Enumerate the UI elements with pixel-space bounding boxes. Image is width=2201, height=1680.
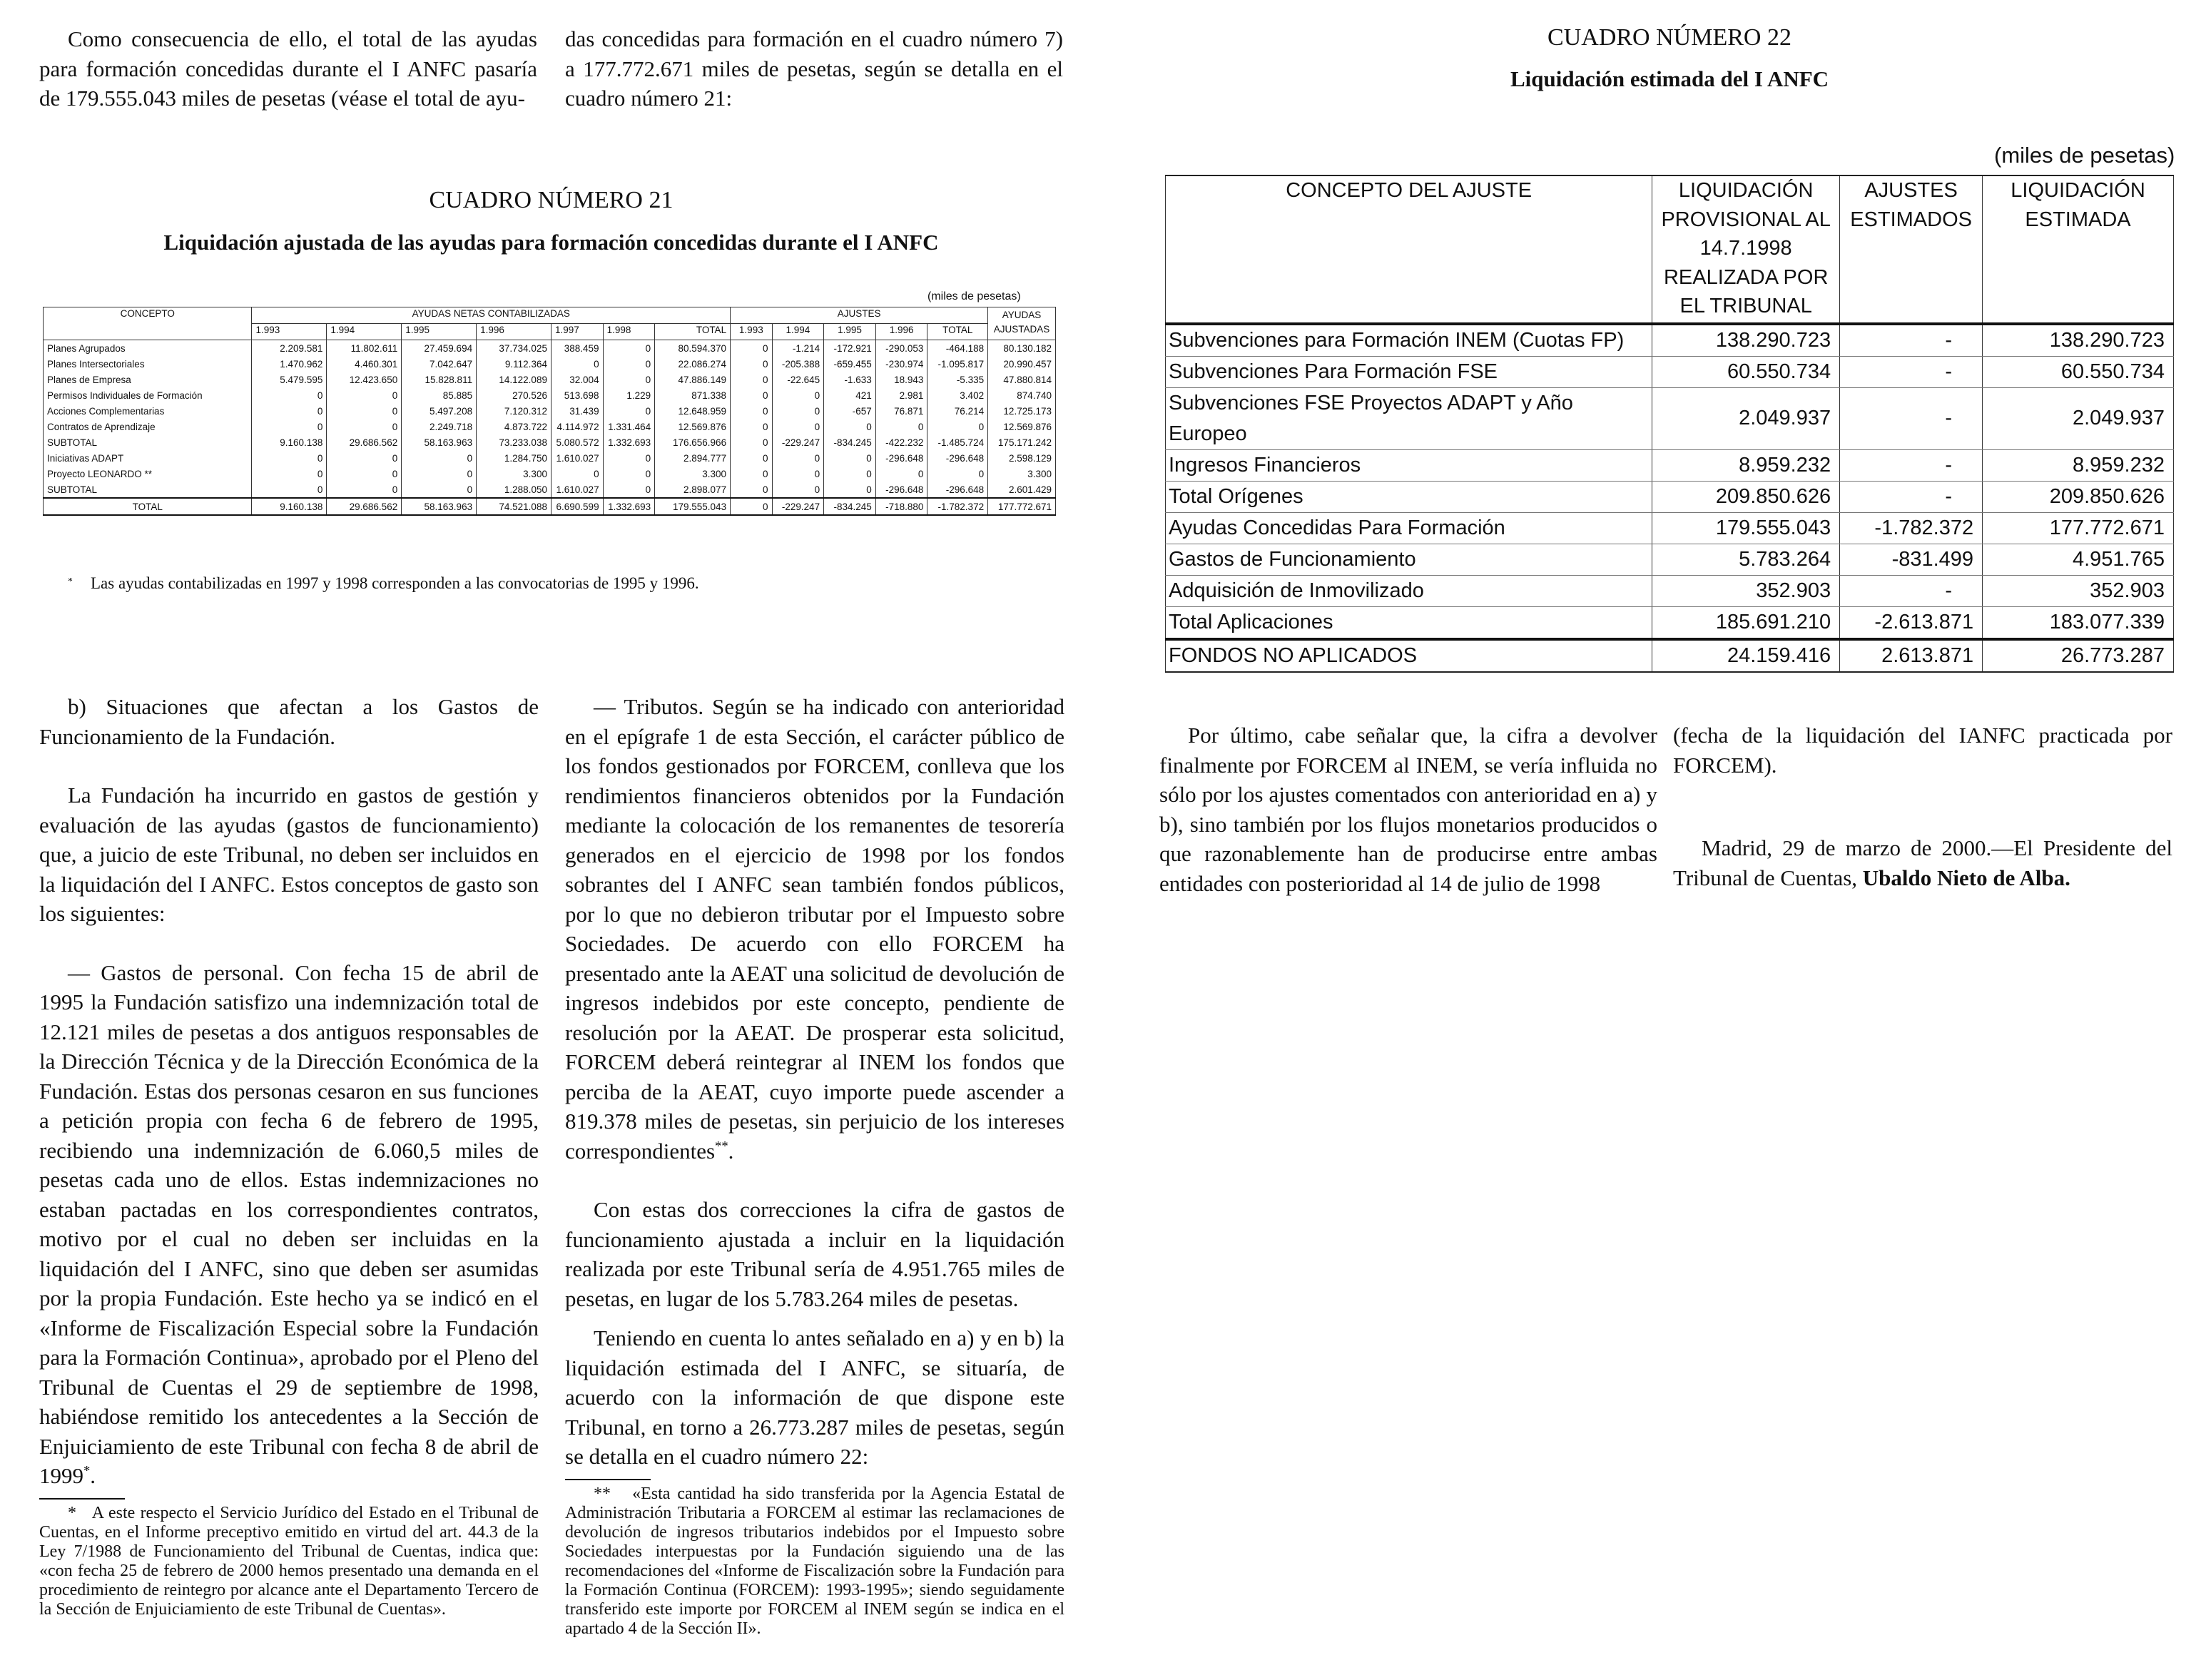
table21-row-label: Permisos Individuales de Formación — [44, 387, 252, 403]
table22-value: 2.049.937 — [1983, 387, 2174, 449]
table21-cell: -229.247 — [772, 434, 824, 450]
table21-cell: 3.300 — [655, 466, 731, 482]
col2-paragraph-3: Teniendo en cuenta lo antes señalado en a) y en b) la liquidación estimada del I ANFC, se situaría, de acuerdo con la información de que dispone este Tribunal, en torno a 26.773.287 miles de pesetas, según se detalla en el cuadro número 22: — [565, 1325, 1064, 1469]
table21-cell: -296.648 — [875, 450, 927, 466]
table21-cell: 12.569.876 — [655, 419, 731, 434]
col1-footnote-rule — [39, 1498, 125, 1500]
table21-cell: -296.648 — [927, 482, 988, 498]
table21-cell: 0 — [731, 372, 772, 387]
table21-cell: 0 — [402, 482, 477, 498]
table22-value: 5.783.264 — [1652, 544, 1840, 575]
table21-cell: 31.439 — [551, 403, 603, 419]
table22-header-concepto: CONCEPTO DEL AJUSTE — [1166, 175, 1652, 324]
table21-cell: 0 — [252, 403, 327, 419]
table21-cell: 0 — [731, 419, 772, 434]
table21-cell: 0 — [252, 466, 327, 482]
table21-cell: 7.120.312 — [477, 403, 551, 419]
col1-footnote — [39, 1504, 539, 1619]
table21-cell: -464.188 — [927, 340, 988, 357]
table21-cell: 0 — [731, 356, 772, 372]
table21-unit: (miles de pesetas) — [927, 290, 1021, 302]
table21-row-label: SUBTOTAL — [44, 482, 252, 498]
col1-paragraph-b: b) Situaciones que afectan a los Gastos de Funcionamiento de la Fundación. — [39, 694, 539, 749]
table21-cell: 0 — [824, 450, 876, 466]
table21-cell: 0 — [824, 419, 876, 434]
table21-row-label: Planes Agrupados — [44, 340, 252, 357]
table22-title: CUADRO NÚMERO 22 — [1547, 24, 1791, 51]
signature-text: Madrid, 29 de marzo de 2000.—El Presidente del Tribunal de Cuentas, — [1673, 835, 2172, 890]
table22-row — [1166, 639, 2174, 672]
table21-cell: -657 — [824, 403, 876, 419]
table21-cell: 1.332.693 — [603, 434, 655, 450]
table21-cell: 1.610.027 — [551, 482, 603, 498]
col2-paragraph-1-text: — Tributos. Según se ha indicado con anterioridad en el epígrafe 1 de esta Sección, el carácter público de los fondos gestionados por FORCEM, conlleva que los rendimientos financieros obtenidos por la Fundación mediante la colocación de los remanentes de tesorería generados en el ejercicio de 1998 por los fondos sobrantes del I ANFC sean también fondos públicos, por lo que no debieron tributar por el Impuesto sobre Sociedades. De acuerdo con ello FORCEM ha presentado ante la AEAT una solicitud de devolución de ingresos indebidos por este concepto, pendiente de resolución por la AEAT. De prosperar esta solicitud, FORCEM deberá reintegrar al INEM los fondos que perciba de la AEAT, cuyo importe puede ascender a 819.378 miles de pesetas, sin perjuicio de los intereses correspondientes — [565, 694, 1064, 1164]
table22-row — [1166, 356, 2174, 387]
table21-cell: 5.479.595 — [252, 372, 327, 387]
table22-value: - — [1840, 449, 1983, 481]
table21-cell: 0 — [731, 387, 772, 403]
table21-cell: 0 — [327, 419, 402, 434]
table21-cell: 0 — [327, 482, 402, 498]
table21-subtitle: Liquidación ajustada de las ayudas para formación concedidas durante el I ANFC — [163, 230, 939, 255]
table22-value: 8.959.232 — [1652, 449, 1840, 481]
table21-cell: 37.734.025 — [477, 340, 551, 357]
table21-cell: 421 — [824, 387, 876, 403]
table21-adjust-year-header: 1.993 — [731, 324, 772, 340]
table21-cell: 0 — [824, 466, 876, 482]
col1-paragraph-2: La Fundación ha incurrido en gastos de gestión y evaluación de las ayudas (gastos de funcionamiento) que, a juicio de este Tribunal, no deben ser incluidos en la liquidación del I ANFC. Estos conceptos de gasto son los siguientes: — [39, 783, 539, 926]
table21-row-label: Acciones Complementarias — [44, 403, 252, 419]
table21-row — [44, 434, 1056, 450]
table21-cell: -296.648 — [927, 450, 988, 466]
table21-cell: 175.171.242 — [988, 434, 1056, 450]
table21-cell: 0 — [927, 419, 988, 434]
table22-value: 2.613.871 — [1840, 639, 1983, 672]
table21-cell: 0 — [731, 498, 772, 515]
table21-cell: 0 — [603, 403, 655, 419]
table22-row — [1166, 481, 2174, 512]
table22-value: 8.959.232 — [1983, 449, 2174, 481]
table22-row — [1166, 449, 2174, 481]
table22-value: 60.550.734 — [1652, 356, 1840, 387]
table21-footnote-text: Las ayudas contabilizadas en 1997 y 1998 corresponden a las convocatorias de 1995 y 1996. — [91, 574, 699, 592]
col2-footnote — [565, 1485, 1064, 1639]
table21-cell: 0 — [252, 450, 327, 466]
col2-footnote-text: «Esta cantidad ha sido transferida por la Agencia Estatal de Administración Tributaria a FORCEM al estimar las reclamaciones de devolución de ingresos tributarios indebidos por el Impuesto sobre Sociedades interpuestas por la Fundación siguiendo una de las recomendaciones del «Informe de Fiscalización sobre la Fundación para la Formación Continua (FORCEM): 1993-1995»; siendo seguidamente transferido este importe por FORCEM al INEM según se indica en el apartado 4 de la Sección II». — [565, 1484, 1065, 1638]
table22-value: - — [1840, 481, 1983, 512]
table21-cell: -659.455 — [824, 356, 876, 372]
table21-cell: 0 — [731, 450, 772, 466]
table21-cell: 2.898.077 — [655, 482, 731, 498]
table21-cell: 80.594.370 — [655, 340, 731, 357]
table21-row — [44, 498, 1056, 515]
table21-header-ajustes: AJUSTES — [731, 307, 988, 324]
table21-year-header: 1.998 — [603, 324, 655, 340]
table21-cell: 1.332.693 — [603, 498, 655, 515]
table21-adjust-year-header: 1.995 — [824, 324, 876, 340]
table22-row — [1166, 575, 2174, 606]
table21-cell: 12.569.876 — [988, 419, 1056, 434]
table22-concept: Subvenciones FSE Proyectos ADAPT y Año Europeo — [1166, 387, 1652, 449]
table22-value: 179.555.043 — [1652, 512, 1840, 544]
table22-value: 209.850.626 — [1652, 481, 1840, 512]
table21-cell: -718.880 — [875, 498, 927, 515]
intro-paragraph-2: das concedidas para formación en el cuadro número 7) a 177.772.671 miles de pesetas, según se detalla en el cuadro número 21: — [565, 26, 1063, 111]
table21-title: CUADRO NÚMERO 21 — [429, 187, 673, 213]
closing-column-1 — [1159, 721, 1657, 898]
table21-cell: 20.990.457 — [988, 356, 1056, 372]
table21-cell: 9.160.138 — [252, 434, 327, 450]
table21 — [43, 307, 1056, 516]
table21-cell: -296.648 — [875, 482, 927, 498]
table21-cell: 0 — [402, 466, 477, 482]
body-column-2 — [565, 692, 1064, 1639]
table21-cell: 0 — [603, 356, 655, 372]
table22-subtitle: Liquidación estimada del I ANFC — [1510, 66, 1829, 91]
table22-value: 177.772.671 — [1983, 512, 2174, 544]
table21-cell: 177.772.671 — [988, 498, 1056, 515]
table21-cell: 0 — [327, 403, 402, 419]
table21-row — [44, 403, 1056, 419]
table21-cell: 0 — [731, 340, 772, 357]
table21-cell: 0 — [327, 450, 402, 466]
table21-cell: -5.335 — [927, 372, 988, 387]
table22-row — [1166, 606, 2174, 639]
table21-year-header: 1.993 — [252, 324, 327, 340]
table21-cell: 76.871 — [875, 403, 927, 419]
table21-cell: -1.214 — [772, 340, 824, 357]
table21-row — [44, 340, 1056, 357]
table22-value: -831.499 — [1840, 544, 1983, 575]
table22-row — [1166, 324, 2174, 357]
intro-paragraph-1: Como consecuencia de ello, el total de las ayudas para formación concedidas durante el I ANFC pasaría de 179.555.043 miles de pesetas (véase el total de ayu- — [39, 26, 537, 111]
table21-cell: 12.648.959 — [655, 403, 731, 419]
table21-cell: 0 — [772, 403, 824, 419]
closing-column-2 — [1673, 721, 2172, 892]
table21-cell: 0 — [772, 466, 824, 482]
table21-cell: 29.686.562 — [327, 434, 402, 450]
table22-value: 183.077.339 — [1983, 606, 2174, 639]
table21-cell: 47.880.814 — [988, 372, 1056, 387]
table22-value: 4.951.765 — [1983, 544, 2174, 575]
table21-cell: 76.214 — [927, 403, 988, 419]
table22-value: -2.613.871 — [1840, 606, 1983, 639]
table21-adjust-year-header: 1.996 — [875, 324, 927, 340]
table22-concept: Adquisición de Inmovilizado — [1166, 575, 1652, 606]
table21-cell: 1.284.750 — [477, 450, 551, 466]
table22-row — [1166, 387, 2174, 449]
table22-row — [1166, 512, 2174, 544]
table21-cell: -290.053 — [875, 340, 927, 357]
table22-value: - — [1840, 387, 1983, 449]
table21-cell: 14.122.089 — [477, 372, 551, 387]
table21-row — [44, 372, 1056, 387]
table22-header-estimada: LIQUIDACIÓN ESTIMADA — [1983, 175, 2174, 324]
table21-adjust-year-header: 1.994 — [772, 324, 824, 340]
table21-year-header: 1.995 — [402, 324, 477, 340]
table21-row — [44, 482, 1056, 498]
table21-cell: 58.163.963 — [402, 434, 477, 450]
table22-value: 352.903 — [1983, 575, 2174, 606]
closing-paragraph: Por último, cabe señalar que, la cifra a devolver finalmente por FORCEM al INEM, se vería influida no sólo por los ajustes comentados con anterioridad en a) y b), sino también por los flujos monetarios producidos o que razonablemente han de producirse entre ambas entidades con posterioridad al 14 de julio de 1998 — [1159, 723, 1657, 896]
table21-cell: 0 — [402, 450, 477, 466]
intro-column-2 — [565, 24, 1063, 113]
table22-header-ajustes: AJUSTES ESTIMADOS — [1840, 175, 1983, 324]
table21-cell: 9.112.364 — [477, 356, 551, 372]
table21-cell: 1.610.027 — [551, 450, 603, 466]
table22-concept: Total Orígenes — [1166, 481, 1652, 512]
table21-cell: 3.402 — [927, 387, 988, 403]
closing-date-note: (fecha de la liquidación del IANFC practicada por FORCEM). — [1673, 723, 2172, 778]
table21-year-header: 1.997 — [551, 324, 603, 340]
intro-column-1 — [39, 24, 537, 113]
table21-cell: 0 — [252, 419, 327, 434]
table21-cell: 47.886.149 — [655, 372, 731, 387]
table21-cell: -834.245 — [824, 498, 876, 515]
col1-footnote-mark: * — [68, 1503, 76, 1522]
table22-header-provisional: LIQUIDACIÓN PROVISIONAL AL 14.7.1998 REALIZADA POR EL TRIBUNAL — [1652, 175, 1840, 324]
col1-paragraph-3-text: — Gastos de personal. Con fecha 15 de abril de 1995 la Fundación satisfizo una indemnización total de 12.121 miles de pesetas a dos antiguos responsables de la Dirección Técnica y de la Dirección Económica de la Fundación. Estas dos personas cesaron en sus funciones a petición propia con fecha 6 de febrero de 1995, recibiendo una indemnización de 6.060,5 miles de pesetas cada uno de ellos. Estas indemnizaciones no estaban pactadas en los correspondientes contratos, motivo por el cual no deben ser incluidas en la liquidación del I ANFC, sino que deben ser asumidas por la propia Fundación. Este hecho ya se indicó en el «Informe de Fiscalización Especial sobre la Fundación para la Formación Continua», aprobado por el Pleno del Tribunal de Cuentas el 29 de septiembre de 1998, habiéndose remitido los antecedentes a la Sección de Enjuiciamiento de este Tribunal con fecha 8 de abril de 1999 — [39, 959, 539, 1488]
table21-cell: 270.526 — [477, 387, 551, 403]
table21-cell: 0 — [603, 450, 655, 466]
table21-header-ajustadas: AYUDAS AJUSTADAS — [988, 307, 1056, 340]
table21-cell: 29.686.562 — [327, 498, 402, 515]
table21-cell: 0 — [927, 466, 988, 482]
table21-cell: 27.459.694 — [402, 340, 477, 357]
table21-cell: 0 — [875, 419, 927, 434]
table21-row-label: TOTAL — [44, 498, 252, 515]
table21-cell: 0 — [772, 482, 824, 498]
table21-year-header: 1.994 — [327, 324, 402, 340]
table21-cell: 85.885 — [402, 387, 477, 403]
table22-value: 60.550.734 — [1983, 356, 2174, 387]
table21-cell: -1.485.724 — [927, 434, 988, 450]
table21-cell: 871.338 — [655, 387, 731, 403]
table21-cell: 6.690.599 — [551, 498, 603, 515]
table21-cell: 0 — [327, 387, 402, 403]
table21-cell: 0 — [731, 403, 772, 419]
table21-header-concepto: CONCEPTO — [44, 307, 252, 340]
table21-row — [44, 387, 1056, 403]
table22-value: 138.290.723 — [1652, 324, 1840, 357]
table21-cell: 0 — [875, 466, 927, 482]
col1-paragraph-3: — Gastos de personal. Con fecha 15 de abril de 1995 la Fundación satisfizo una indemnización total de 12.121 miles de pesetas a dos antiguos responsables de la Dirección Técnica y de la Dirección Económica de la Fundación. Estas dos personas cesaron en sus funciones a petición propia con fecha 6 de febrero de 1995, recibiendo una indemnización de 6.060,5 miles de pesetas cada uno de ellos. Estas indemnizaciones no estaban pactadas en los correspondientes contratos, motivo por el cual no deben ser incluidas en la liquidación del I ANFC, sino que deben ser asumidas por la propia Fundación. Este hecho ya se indicó en el «Informe de Fiscalización Especial sobre la Fundación para la Formación Continua», aprobado por el Pleno del Tribunal de Cuentas el 29 de septiembre de 1998, habiéndose remitido los antecedentes a la Sección de Enjuiciamiento de este Tribunal con fecha 8 de abril de 1999*. — [39, 959, 539, 1488]
table21-row-label: SUBTOTAL — [44, 434, 252, 450]
table21-cell: 0 — [772, 387, 824, 403]
table21-cell: -1.095.817 — [927, 356, 988, 372]
table21-cell: 0 — [603, 466, 655, 482]
table22-value: 138.290.723 — [1983, 324, 2174, 357]
table21-cell: 1.331.464 — [603, 419, 655, 434]
table22-concept: FONDOS NO APLICADOS — [1166, 639, 1652, 672]
table22-value: - — [1840, 356, 1983, 387]
table21-cell: 80.130.182 — [988, 340, 1056, 357]
table21-cell: 4.460.301 — [327, 356, 402, 372]
table21-cell: 9.160.138 — [252, 498, 327, 515]
table21-cell: 2.601.429 — [988, 482, 1056, 498]
table21-row — [44, 356, 1056, 372]
table22-value: 24.159.416 — [1652, 639, 1840, 672]
table21-row-label: Iniciativas ADAPT — [44, 450, 252, 466]
col2-footnote-mark: ** — [594, 1484, 611, 1503]
table21-year-header: TOTAL — [655, 324, 731, 340]
table21-cell: 3.300 — [988, 466, 1056, 482]
table21-cell: -1.633 — [824, 372, 876, 387]
table22-concept: Total Aplicaciones — [1166, 606, 1652, 639]
table21-cell: 179.555.043 — [655, 498, 731, 515]
table21-cell: 2.894.777 — [655, 450, 731, 466]
table21-cell: -22.645 — [772, 372, 824, 387]
col2-footnote-ref: ** — [715, 1139, 728, 1154]
table21-cell: 2.981 — [875, 387, 927, 403]
body-column-1 — [39, 692, 539, 1619]
table21-cell: 4.873.722 — [477, 419, 551, 434]
table21-cell: 11.802.611 — [327, 340, 402, 357]
table21-cell: 0 — [731, 482, 772, 498]
table22-value: - — [1840, 324, 1983, 357]
table21-cell: 58.163.963 — [402, 498, 477, 515]
table21-row — [44, 450, 1056, 466]
table21-cell: 73.233.038 — [477, 434, 551, 450]
col2-footnote-rule — [565, 1479, 651, 1480]
table21-adjust-year-header: TOTAL — [927, 324, 988, 340]
table21-row-label: Proyecto LEONARDO ** — [44, 466, 252, 482]
table22-value: 26.773.287 — [1983, 639, 2174, 672]
table21-cell: 22.086.274 — [655, 356, 731, 372]
table21-cell: 176.656.966 — [655, 434, 731, 450]
table22-concept: Ayudas Concedidas Para Formación — [1166, 512, 1652, 544]
table21-cell: -834.245 — [824, 434, 876, 450]
table21-cell: 0 — [824, 482, 876, 498]
table21-cell: 513.698 — [551, 387, 603, 403]
table22-unit: (miles de pesetas) — [1994, 143, 2175, 168]
table21-cell: 18.943 — [875, 372, 927, 387]
table21-cell: 0 — [603, 372, 655, 387]
table21-cell: 5.497.208 — [402, 403, 477, 419]
table21-cell: 1.288.050 — [477, 482, 551, 498]
table21-cell: 0 — [603, 482, 655, 498]
table22-row — [1166, 544, 2174, 575]
col2-paragraph-2: Con estas dos correcciones la cifra de gastos de funcionamiento ajustada a incluir en la liquidación realizada por este Tribunal sería de 4.951.765 miles de pesetas, en lugar de los 5.783.264 miles de pesetas. — [565, 1197, 1064, 1311]
table21-cell: 12.423.650 — [327, 372, 402, 387]
table21-cell: 0 — [327, 466, 402, 482]
table21-cell: -422.232 — [875, 434, 927, 450]
table21-cell: 4.114.972 — [551, 419, 603, 434]
table21-cell: 1.229 — [603, 387, 655, 403]
table21-year-header: 1.996 — [477, 324, 551, 340]
table21-cell: 15.828.811 — [402, 372, 477, 387]
table21-cell: 0 — [772, 450, 824, 466]
table22-value: 209.850.626 — [1983, 481, 2174, 512]
table22-concept: Subvenciones Para Formación FSE — [1166, 356, 1652, 387]
table21-row-label: Contratos de Aprendizaje — [44, 419, 252, 434]
table21-cell: 0 — [252, 387, 327, 403]
table22-value: -1.782.372 — [1840, 512, 1983, 544]
table21-cell: -205.388 — [772, 356, 824, 372]
table21-cell: 5.080.572 — [551, 434, 603, 450]
table21-cell: -172.921 — [824, 340, 876, 357]
table22-value: 185.691.210 — [1652, 606, 1840, 639]
table21-cell: 32.004 — [551, 372, 603, 387]
table21-cell: 2.209.581 — [252, 340, 327, 357]
table21-cell: -1.782.372 — [927, 498, 988, 515]
table21-footnote: * Las ayudas contabilizadas en 1997 y 1998 corresponden a las convocatorias de 1995 y 1996. — [68, 574, 699, 592]
table21-cell: 0 — [772, 419, 824, 434]
table21-cell: 0 — [731, 466, 772, 482]
table21-cell: 7.042.647 — [402, 356, 477, 372]
table21-row-label: Planes Intersectoriales — [44, 356, 252, 372]
table21-cell: 1.470.962 — [252, 356, 327, 372]
table21-cell: 0 — [603, 340, 655, 357]
table21-cell: -230.974 — [875, 356, 927, 372]
col2-paragraph-1: — Tributos. Según se ha indicado con anterioridad en el epígrafe 1 de esta Sección, el carácter público de los fondos gestionados por FORCEM, conlleva que los rendimientos financieros obtenidos por la Fundación mediante la colocación de los remanentes de tesorería generados en el ejercicio de 1998 por los fondos sobrantes del I ANFC sean también fondos públicos, por lo que no debieron tributar por el Impuesto sobre Sociedades. De acuerdo con ello FORCEM ha presentado ante la AEAT una solicitud de devolución de ingresos indebidos por este concepto, pendiente de resolución por la AEAT. De prosperar esta solicitud, FORCEM deberá reintegrar al INEM los fondos que perciba de la AEAT, cuyo importe puede ascender a 819.378 miles de pesetas, sin perjuicio de los intereses correspondientes**. — [565, 694, 1064, 1164]
table21-cell: 0 — [551, 466, 603, 482]
table21-row — [44, 466, 1056, 482]
table21-row — [44, 419, 1056, 434]
table21-header-ayudas: AYUDAS NETAS CONTABILIZADAS — [252, 307, 731, 324]
table21-cell: 74.521.088 — [477, 498, 551, 515]
table21-cell: -229.247 — [772, 498, 824, 515]
table21-cell: 3.300 — [477, 466, 551, 482]
table22-value: 2.049.937 — [1652, 387, 1840, 449]
table21-cell: 12.725.173 — [988, 403, 1056, 419]
table21-row-label: Planes de Empresa — [44, 372, 252, 387]
table22-value: - — [1840, 575, 1983, 606]
table22-concept: Ingresos Financieros — [1166, 449, 1652, 481]
table21-cell: 0 — [731, 434, 772, 450]
table21-cell: 874.740 — [988, 387, 1056, 403]
table21-cell: 388.459 — [551, 340, 603, 357]
table22 — [1165, 175, 2174, 673]
col1-footnote-ref: * — [83, 1463, 91, 1479]
signer-name: Ubaldo Nieto de Alba. — [1862, 865, 2070, 890]
signature-paragraph — [1673, 833, 2172, 892]
table22-concept: Gastos de Funcionamiento — [1166, 544, 1652, 575]
table21-cell: 0 — [252, 482, 327, 498]
col1-footnote-text: A este respecto el Servicio Jurídico del Estado en el Tribunal de Cuentas, en el Informe preceptivo emitido en virtud del art. 44.3 de la Ley 7/1988 de Funcionamiento del Tribunal de Cuentas, indica que: «con fecha 25 de febrero de 2000 hemos presentado una demanda en el procedimiento de reintegro por alcance ante el Departamento Tercero de la Sección de Enjuiciamiento de este Tribunal de Cuentas». — [39, 1503, 539, 1619]
table22-concept: Subvenciones para Formación INEM (Cuotas FP) — [1166, 324, 1652, 357]
table21-cell: 2.598.129 — [988, 450, 1056, 466]
table21-cell: 0 — [551, 356, 603, 372]
table21-cell: 2.249.718 — [402, 419, 477, 434]
table22-value: 352.903 — [1652, 575, 1840, 606]
